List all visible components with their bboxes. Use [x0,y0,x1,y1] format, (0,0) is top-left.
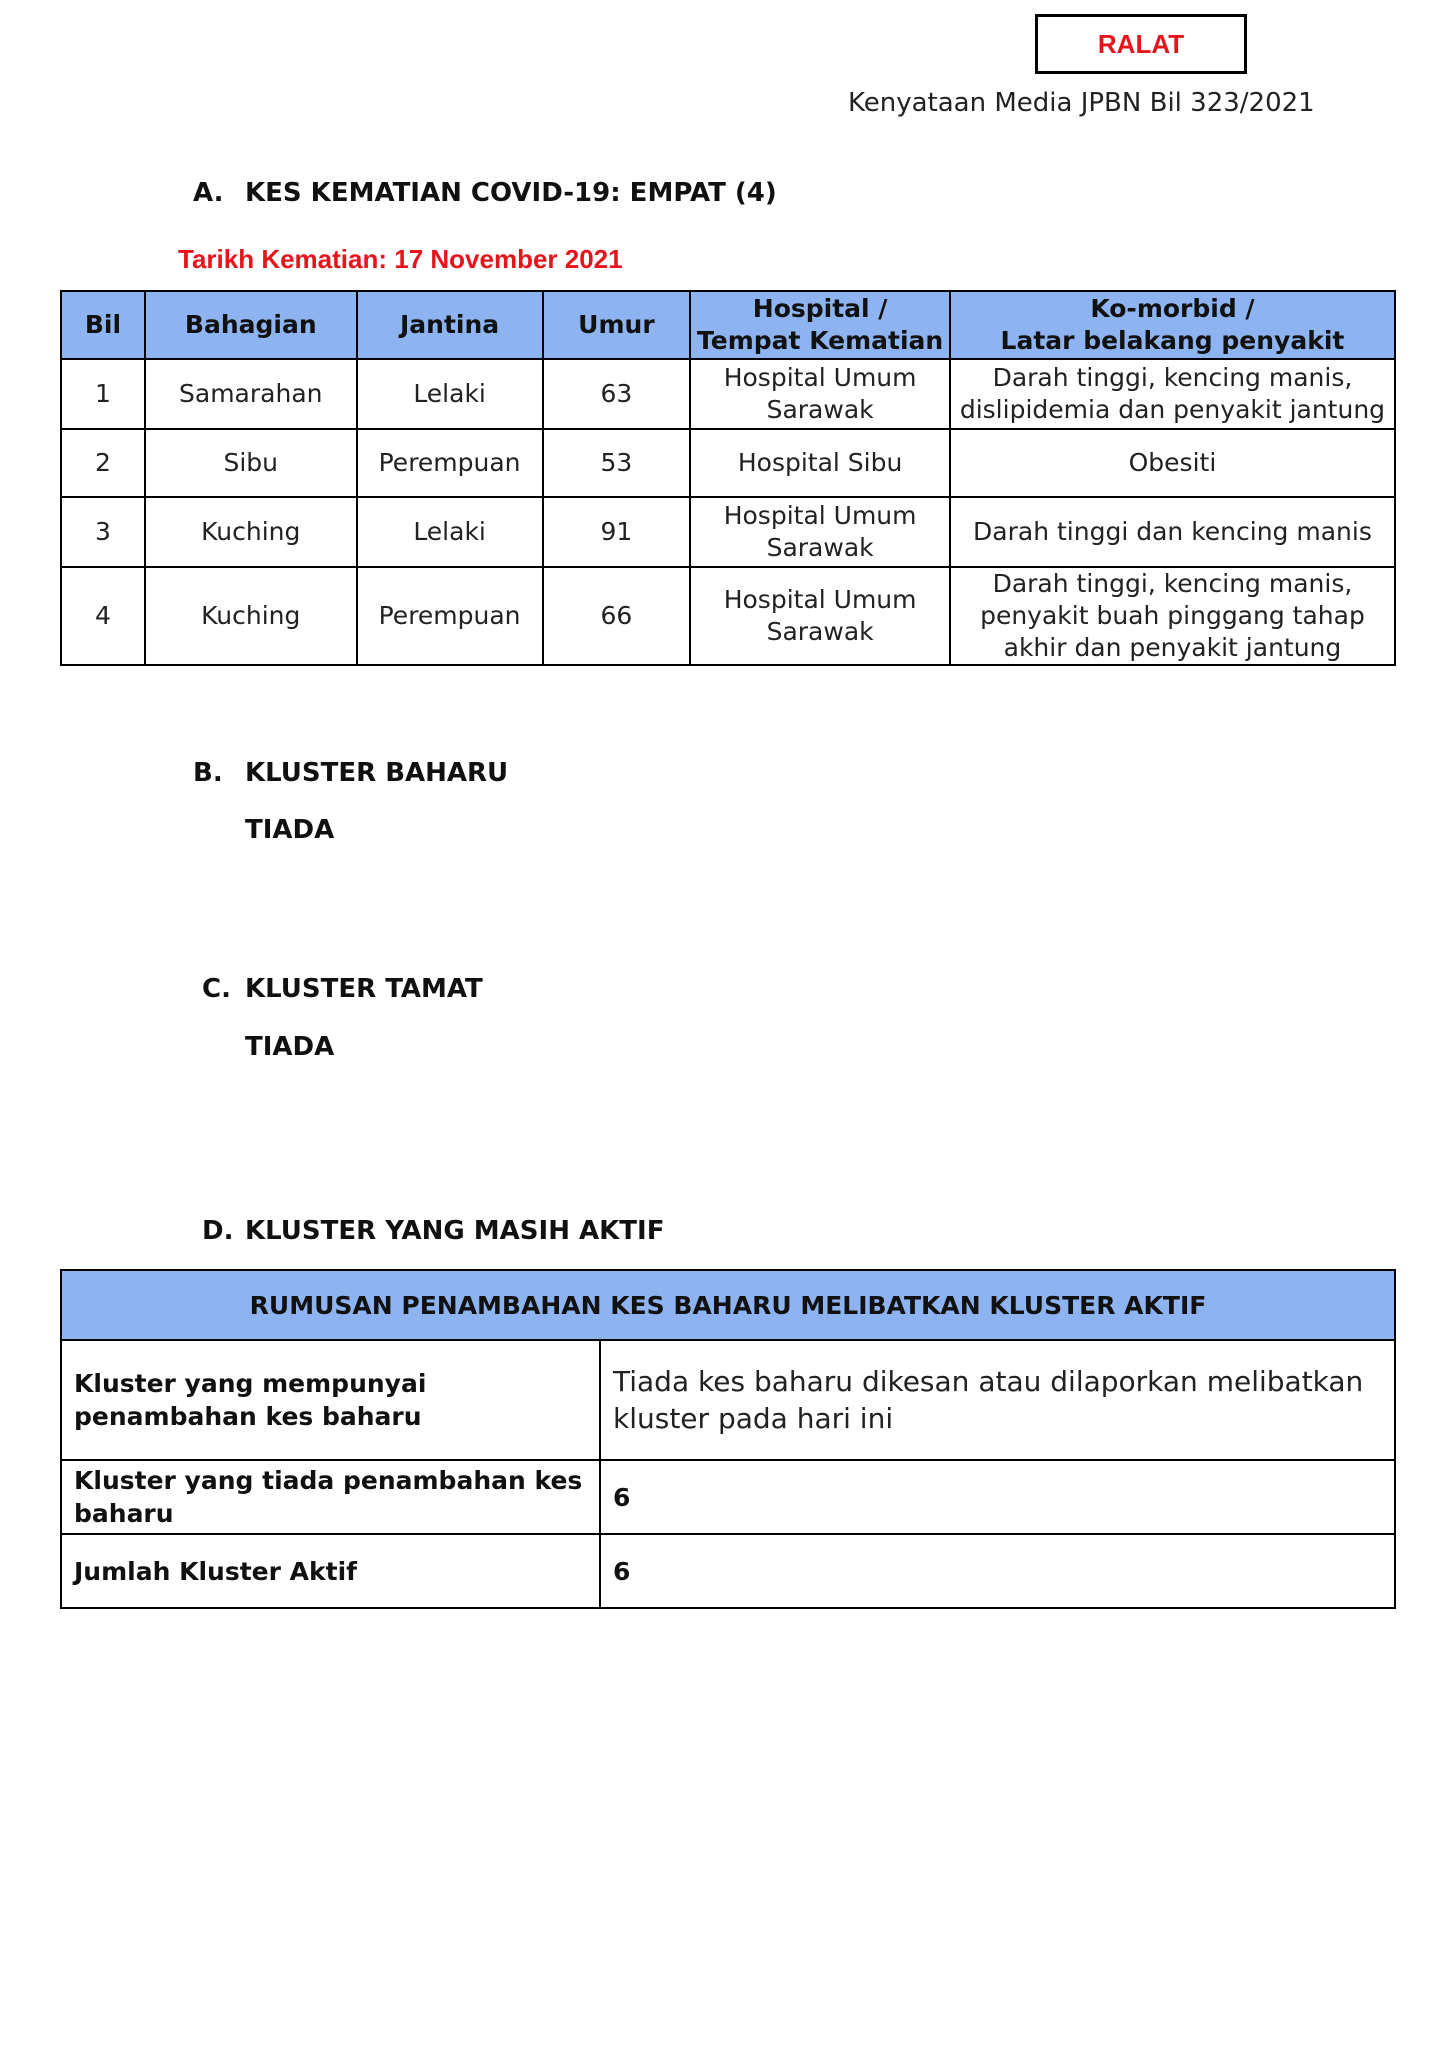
cell-jantina: Perempuan [357,567,543,665]
cell-umur: 66 [543,567,691,665]
summary-row [61,1340,1395,1460]
summary-value-total-active: 6 [600,1534,1395,1608]
cell-bil: 4 [61,567,145,665]
cell-bahagian: Samarahan [145,359,357,429]
ralat-badge [1035,14,1247,74]
cell-bil: 3 [61,497,145,567]
cell-jantina: Perempuan [357,429,543,497]
section-a-heading [193,178,777,208]
cell-hospital: Hospital Umum Sarawak [690,567,950,665]
death-row [61,567,1395,665]
death-date-label: Tarikh Kematian: 17 November 2021 [178,244,623,274]
col-header-hospital: Hospital / Tempat Kematian [690,291,950,359]
cell-komorbid: Darah tinggi, kencing manis, penyakit buah pinggang tahap akhir dan penyakit jantung [950,567,1395,665]
col-header-bil: Bil [61,291,145,359]
deaths-table [60,290,1396,666]
cell-bahagian: Sibu [145,429,357,497]
section-d-title: KLUSTER YANG MASIH AKTIF [245,1216,665,1246]
cell-jantina: Lelaki [357,497,543,567]
col-header-komorbid: Ko-morbid / Latar belakang penyakit [950,291,1395,359]
cell-umur: 63 [543,359,691,429]
cell-hospital: Hospital Sibu [690,429,950,497]
summary-label-new-cases: Kluster yang mempunyai penambahan kes baharu [61,1340,600,1460]
section-d-heading [202,1216,664,1246]
cell-umur: 53 [543,429,691,497]
section-c-value: TIADA [245,1032,335,1062]
cell-bahagian: Kuching [145,497,357,567]
summary-row [61,1460,1395,1534]
section-d-letter: D. [202,1216,234,1246]
section-c-title: KLUSTER TAMAT [245,974,483,1004]
deaths-table-body [61,359,1395,665]
section-b-letter: B. [193,758,223,788]
cell-hospital: Hospital Umum Sarawak [690,497,950,567]
summary-value-new-cases: Tiada kes baharu dikesan atau dilaporkan melibatkan kluster pada hari ini [600,1340,1395,1460]
deaths-table-header-row [61,291,1395,359]
summary-value-no-new-cases: 6 [600,1460,1395,1534]
section-b-title: KLUSTER BAHARU [245,758,509,788]
section-a-letter: A. [193,178,224,208]
col-header-bahagian: Bahagian [145,291,357,359]
cell-jantina: Lelaki [357,359,543,429]
summary-row [61,1534,1395,1608]
section-c-letter: C. [202,974,231,1004]
col-header-umur: Umur [543,291,691,359]
col-header-jantina: Jantina [357,291,543,359]
cell-komorbid: Darah tinggi dan kencing manis [950,497,1395,567]
cell-hospital: Hospital Umum Sarawak [690,359,950,429]
active-cluster-summary-table [60,1269,1396,1609]
section-b-value: TIADA [245,815,335,845]
cell-komorbid: Darah tinggi, kencing manis, dislipidemia dan penyakit jantung [950,359,1395,429]
summary-label-no-new-cases: Kluster yang tiada penambahan kes baharu [61,1460,600,1534]
cell-umur: 91 [543,497,691,567]
death-row [61,429,1395,497]
summary-label-total-active: Jumlah Kluster Aktif [61,1534,600,1608]
death-row [61,359,1395,429]
summary-header-row [61,1270,1395,1340]
cell-bil: 2 [61,429,145,497]
media-statement-reference: Kenyataan Media JPBN Bil 323/2021 [848,88,1315,118]
section-c-heading [202,974,483,1004]
cell-bahagian: Kuching [145,567,357,665]
summary-table-header: RUMUSAN PENAMBAHAN KES BAHARU MELIBATKAN KLUSTER AKTIF [61,1270,1395,1340]
cell-komorbid: Obesiti [950,429,1395,497]
section-b-heading [193,758,508,788]
cell-bil: 1 [61,359,145,429]
ralat-label: RALAT [1097,28,1185,59]
section-a-title: KES KEMATIAN COVID-19: EMPAT (4) [245,178,777,208]
death-row [61,497,1395,567]
